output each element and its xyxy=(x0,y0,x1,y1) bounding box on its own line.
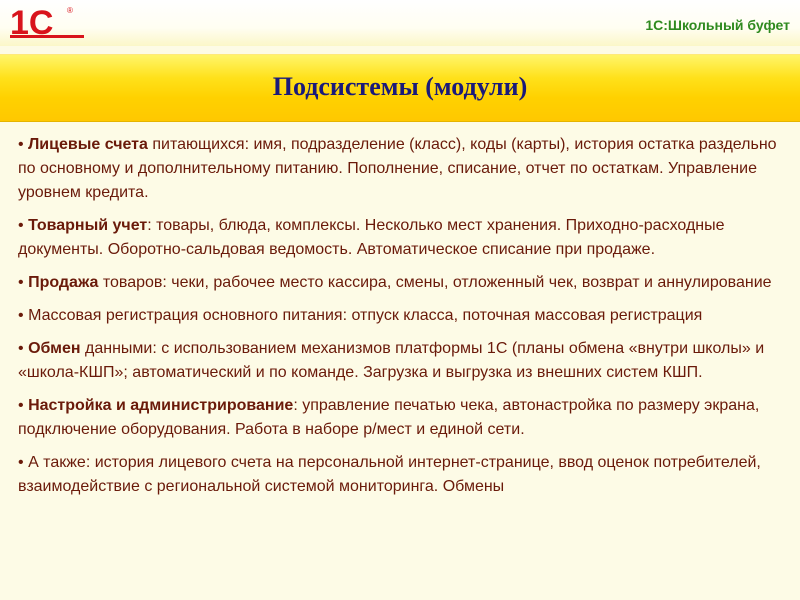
logo-text: 1С xyxy=(10,5,54,41)
logo-registered-mark: ® xyxy=(67,6,73,15)
bullet-marker: • xyxy=(18,340,24,357)
bullet-marker: • xyxy=(18,217,24,234)
list-item xyxy=(18,451,778,499)
title-band xyxy=(0,54,800,122)
bullet-marker: • xyxy=(18,307,24,324)
bullet-list xyxy=(18,133,778,508)
bullet-marker: • xyxy=(18,454,24,471)
1c-logo xyxy=(10,5,84,41)
item-text: данными: с использованием механизмов платформы 1С (планы обмена «внутри школы» и «школа-КШП»; автоматический и по команде. Загрузка и выгрузка из внешних систем КШП. xyxy=(18,340,765,381)
slide-title: Подсистемы (модули) xyxy=(272,72,528,101)
item-heading: Лицевые счета xyxy=(28,136,148,153)
header-bar xyxy=(0,0,800,46)
list-item xyxy=(18,337,778,385)
bullet-marker: • xyxy=(18,136,24,153)
list-item xyxy=(18,133,778,205)
item-text: Массовая регистрация основного питания: отпуск класса, поточная массовая регистрация xyxy=(28,307,703,324)
list-item xyxy=(18,394,778,442)
item-heading: Продажа xyxy=(28,274,99,291)
bullet-marker: • xyxy=(18,397,24,414)
item-heading: Товарный учет xyxy=(28,217,148,234)
item-text: : управление печатью чека, автонастройка по размеру экрана, подключение оборудования. Работа в наборе р/мест и единой сети. xyxy=(18,397,760,438)
list-item xyxy=(18,214,778,262)
item-text: : товары, блюда, комплексы. Несколько мест хранения. Приходно-расходные документы. Оборотно-сальдовая ведомость. Автоматическое списание при продаже. xyxy=(18,217,725,258)
bullet-marker: • xyxy=(18,274,24,291)
item-heading: Настройка и администрирование xyxy=(28,397,294,414)
item-heading: Обмен xyxy=(28,340,81,357)
list-item xyxy=(18,304,778,328)
item-text: А также: история лицевого счета на персональной интернет-странице, ввод оценок потребителей, взаимодействие с региональной системой мониторинга. Обмены xyxy=(18,454,761,495)
item-text: товаров: чеки, рабочее место кассира, смены, отложенный чек, возврат и аннулирование xyxy=(98,274,772,291)
item-text: питающихся: имя, подразделение (класс), коды (карты), история остатка раздельно по основному и дополнительному питанию. Пополнение, списание, отчет по остаткам. Управление уровнем кредита. xyxy=(18,136,777,201)
list-item xyxy=(18,271,778,295)
product-name: 1С:Школьный буфет xyxy=(645,17,790,33)
